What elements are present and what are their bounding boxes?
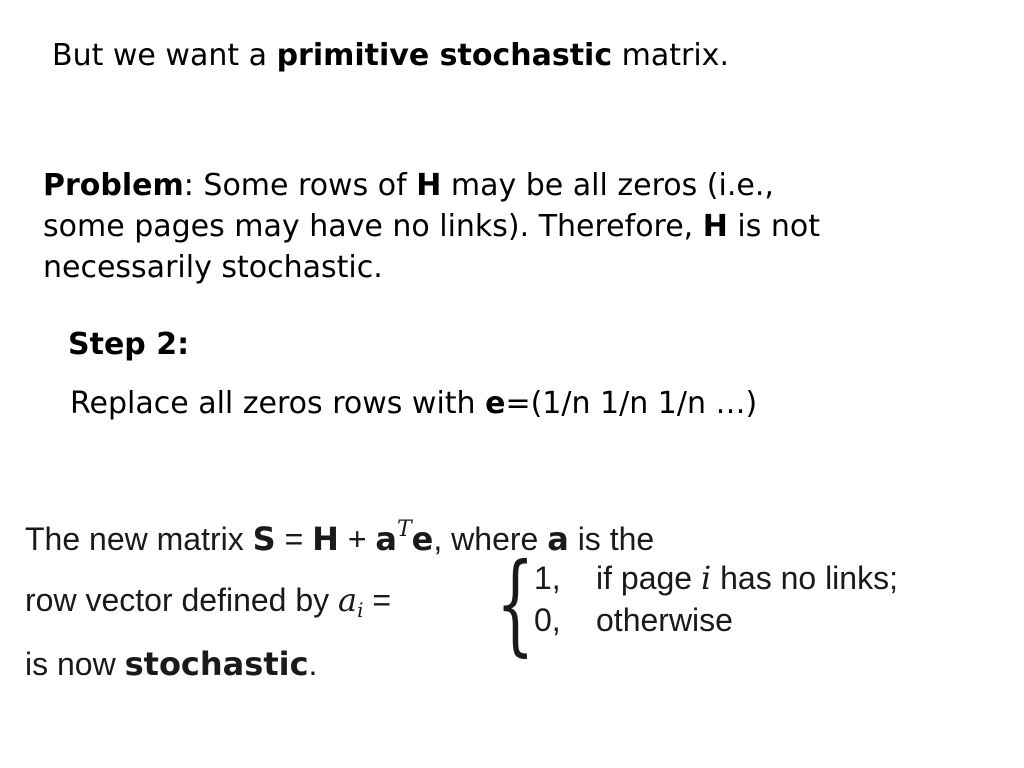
problem-paragraph: [43, 165, 993, 288]
problem-line-2: [43, 206, 993, 247]
intro-bold: primitive stochastic: [276, 38, 613, 73]
case-1: [534, 556, 898, 600]
intro-before: But we want a: [52, 38, 277, 73]
problem-H2: H: [702, 209, 728, 244]
intro-after: matrix.: [612, 38, 729, 73]
problem-line-1: [43, 165, 993, 206]
intro-line: [52, 36, 729, 76]
case2-text: otherwise: [596, 602, 733, 638]
problem-label: Problem: [43, 168, 184, 203]
math-eq: =: [275, 521, 313, 557]
case-2: [534, 598, 733, 642]
case1-val: 1,: [534, 560, 561, 596]
problem-line-3: necessarily stochastic.: [43, 250, 383, 285]
math-e: e: [411, 520, 434, 558]
step-e-bold: e: [485, 386, 506, 421]
step-title: Step 2:: [68, 327, 190, 362]
cases-brace: {: [496, 539, 535, 667]
step-text: [70, 384, 757, 424]
math-line-2: [25, 578, 391, 632]
math-a: a: [375, 520, 397, 558]
math-plus: +: [338, 521, 376, 557]
math-eq2: =: [363, 582, 392, 618]
math-line1-end: is the: [568, 521, 655, 557]
problem-line2-a: some pages may have no links). Therefore,: [43, 209, 703, 244]
math-ai: a: [338, 581, 358, 619]
case1-text-b: has no links;: [711, 560, 898, 596]
math-line3-bold: stochastic: [124, 645, 309, 683]
problem-line2-b: is not: [727, 209, 821, 244]
math-H: H: [312, 520, 339, 558]
problem-H1: H: [416, 168, 442, 203]
math-line3-text: is now: [25, 646, 125, 682]
math-T: T: [396, 517, 412, 542]
math-line1-text: The new matrix: [25, 521, 253, 557]
problem-colon: : Some rows of: [183, 168, 417, 203]
step-text-after: =(1/n 1/n 1/n …): [505, 386, 758, 421]
math-line3-end: .: [308, 646, 318, 682]
math-comma: , where: [433, 521, 548, 557]
math-i-sub: i: [357, 598, 364, 622]
step-text-before: Replace all zeros rows with: [70, 386, 486, 421]
problem-mid1: may be all zeros (i.e.,: [441, 168, 774, 203]
math-line2-text: row vector defined by: [25, 582, 339, 618]
math-line-3: [25, 642, 317, 686]
math-a-bold: a: [547, 520, 569, 558]
case2-val: 0,: [534, 602, 561, 638]
math-line-1: [25, 508, 654, 561]
math-S: S: [252, 520, 276, 558]
case1-text-a: if page: [596, 560, 701, 596]
case1-i: i: [700, 559, 712, 597]
